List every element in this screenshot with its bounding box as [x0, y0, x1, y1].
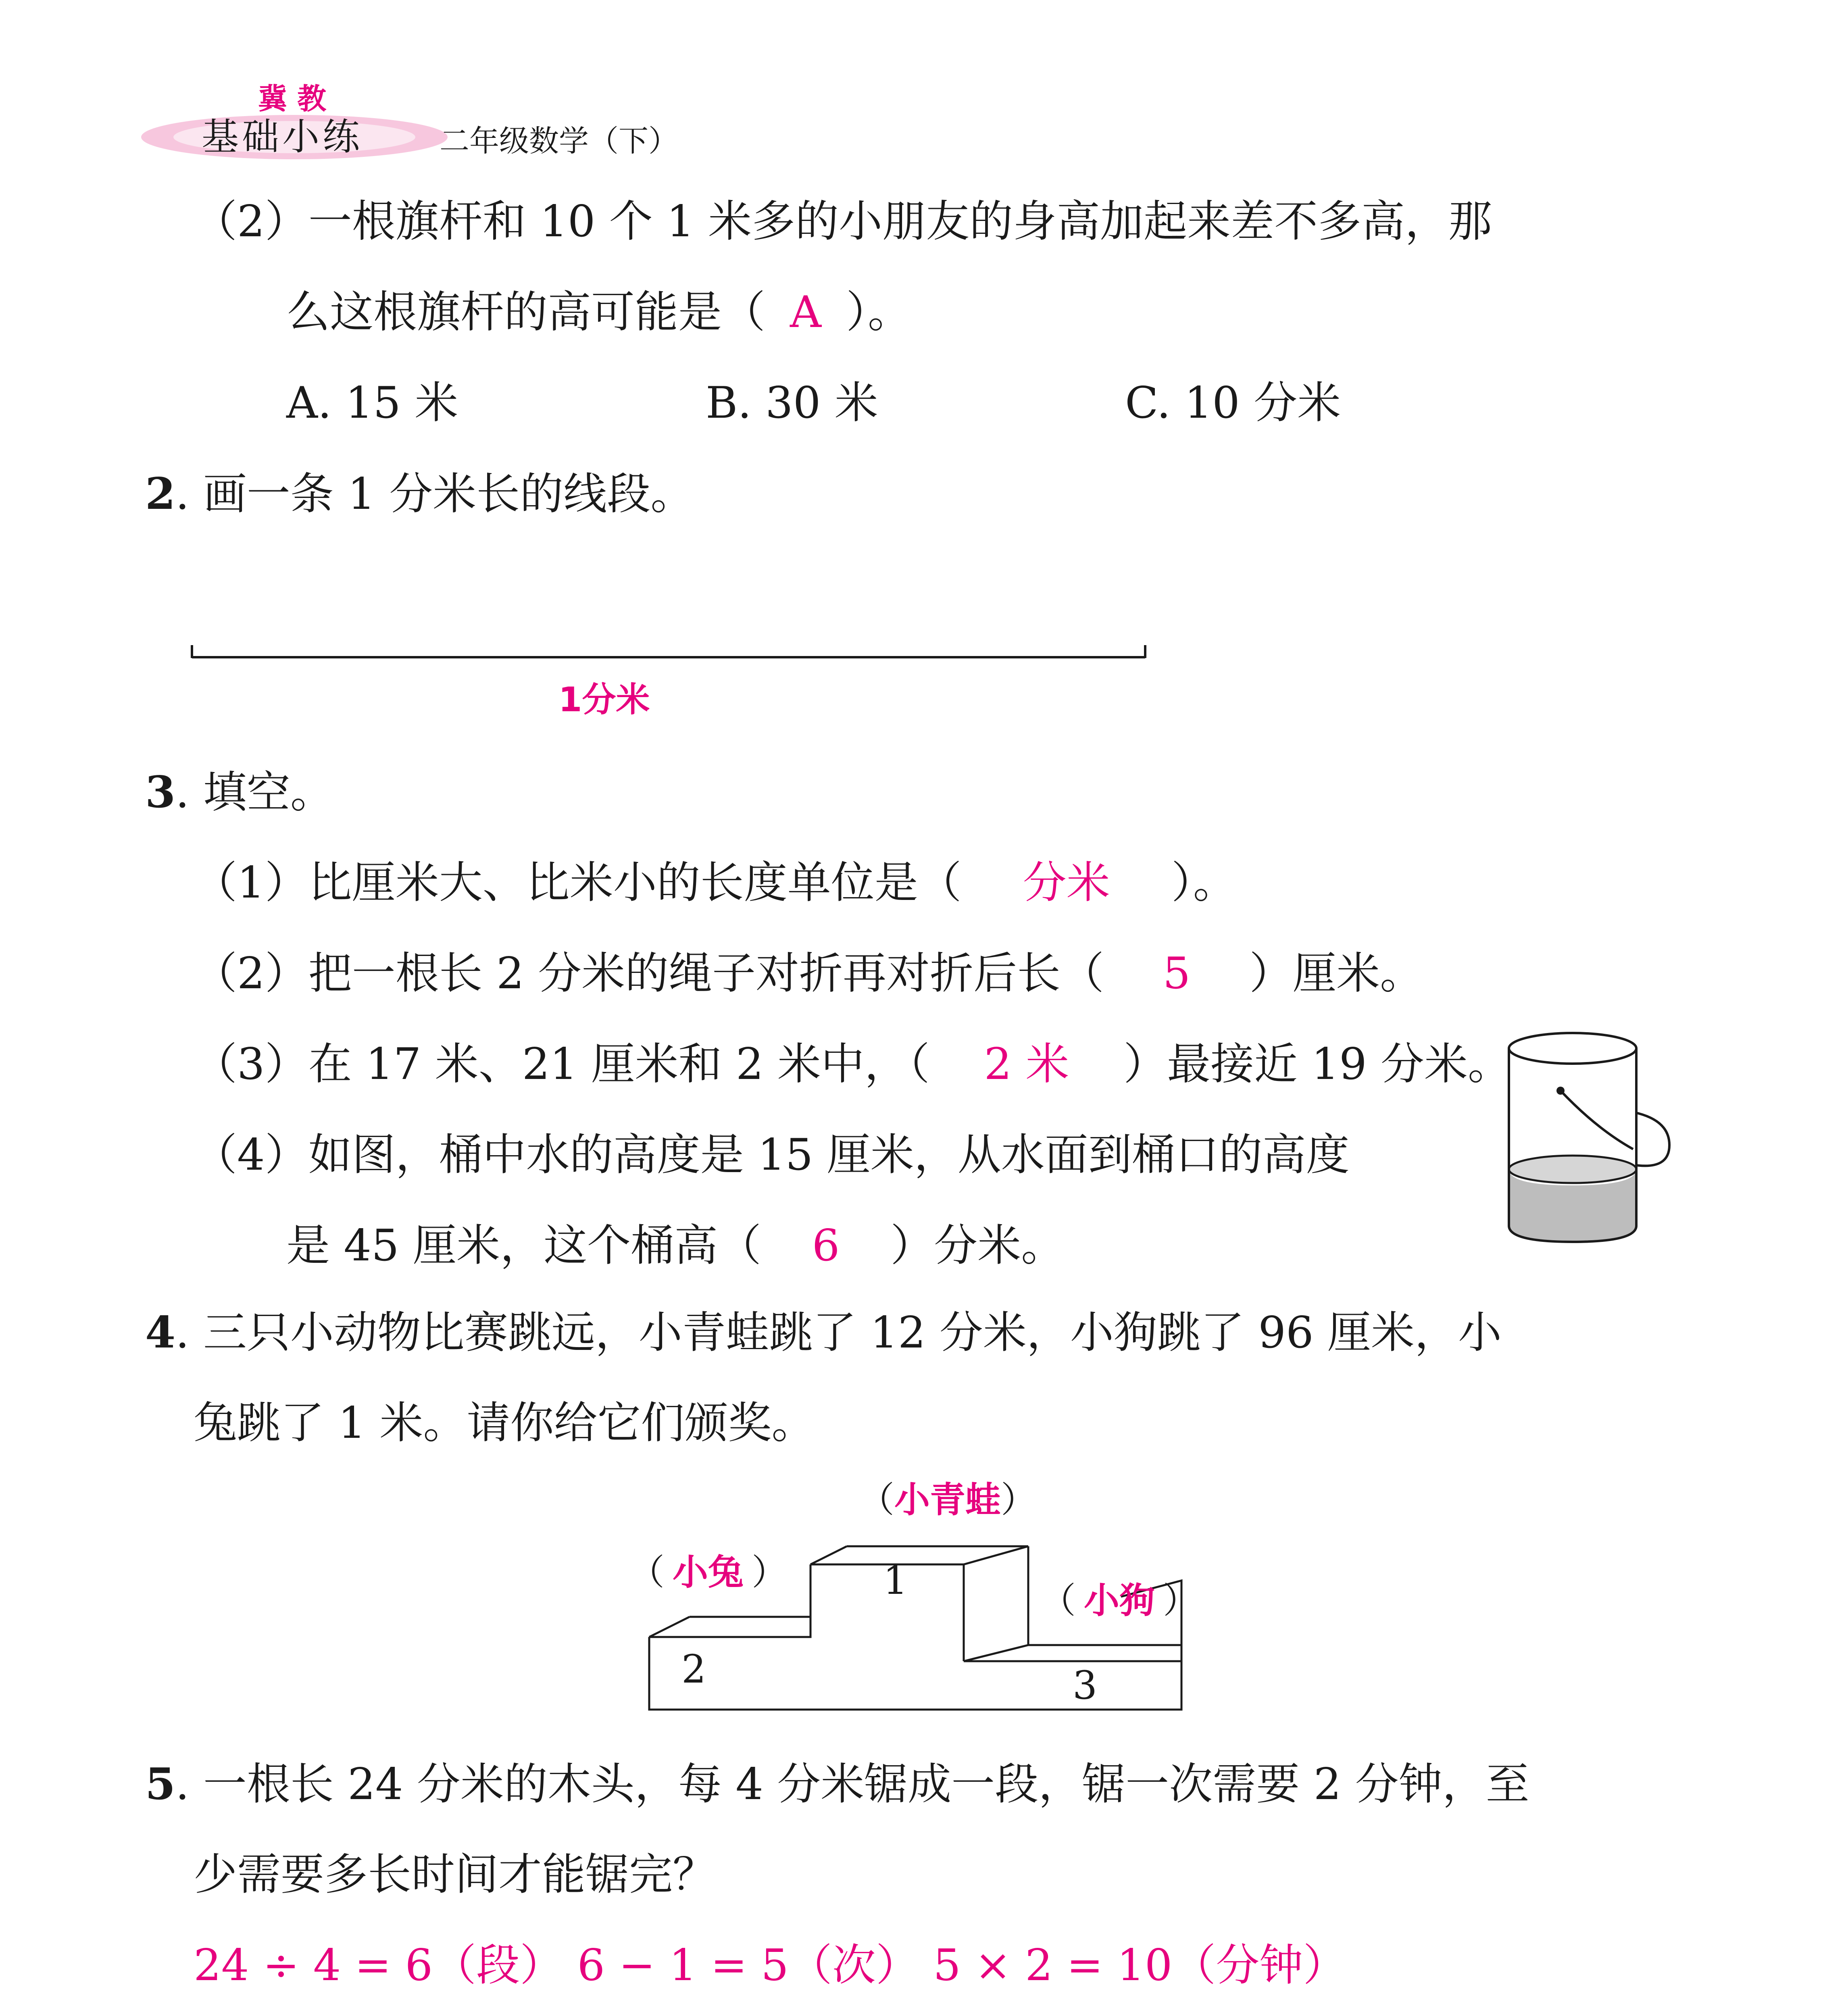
- q1-2-answer: A: [790, 287, 822, 337]
- q3-item-3-post: ）最接近 19 分米。: [1123, 1039, 1512, 1089]
- q3-item-4-line1: （4）如图，桶中水的高度是 15 厘米，从水面到桶口的高度: [194, 1130, 1350, 1180]
- q1-2-option-c: C. 10 分米: [1125, 378, 1341, 428]
- q5-line2: 少需要多长时间才能锯完？: [194, 1849, 717, 1900]
- header-series: 基础小练: [202, 115, 363, 158]
- q3-heading: [145, 762, 334, 823]
- q3-text: . 填空。: [175, 767, 334, 818]
- q5-line1-text: . 一根长 24 分米的木头，每 4 分米锯成一段，锯一次需要 2 分钟，至: [175, 1759, 1529, 1810]
- q3-item-4-answer: 6: [812, 1220, 840, 1271]
- q1-2-option-a: A. 15 米: [286, 378, 458, 428]
- q3-item-1-answer: 分米: [1023, 858, 1110, 908]
- q3-item-3-pre: （3）在 17 米、21 厘米和 2 米中，（: [194, 1039, 930, 1089]
- podium-second-label: [629, 1548, 787, 1597]
- q1-2-stem-line2: [286, 282, 911, 343]
- q3-item-2-post: ）厘米。: [1249, 948, 1424, 999]
- q1-2-stem-line1: （2）一根旗杆和 10 个 1 米多的小朋友的身高加起来差不多高，那: [194, 196, 1492, 247]
- q5-solution: 24 ÷ 4 = 6（段） 6 − 1 = 5（次） 5 × 2 = 10（分钟）: [194, 1940, 1347, 1991]
- third-close-paren: ）: [1163, 1580, 1199, 1621]
- second-open-paren: （: [629, 1552, 665, 1593]
- q3-item-4-pre: 是 45 厘米，这个桶高（: [286, 1220, 762, 1271]
- q3-item-2: [194, 943, 1423, 1004]
- q3-item-4-line2: [286, 1216, 1065, 1276]
- bucket-illustration: [1500, 1024, 1677, 1250]
- podium-rank-1: 1: [883, 1558, 908, 1603]
- podium-second-answer: 小兔: [673, 1552, 744, 1593]
- q3-item-2-pre: （2）把一根长 2 分米的绳子对折再对折后长（: [194, 948, 1104, 999]
- q2-heading: [145, 464, 694, 525]
- q1-2-stem-line2-post: ）。: [846, 287, 912, 337]
- q3-item-1-pre: （1）比厘米大、比米小的长度单位是（: [194, 858, 962, 908]
- podium-first-label: [859, 1476, 1036, 1524]
- header-publisher: 冀 教: [258, 82, 327, 116]
- q1-2-option-b: B. 30 米: [706, 378, 878, 428]
- podium-third-label: [1040, 1577, 1198, 1625]
- q3-item-2-answer: 5: [1163, 948, 1191, 999]
- q4-number: 4: [145, 1307, 176, 1358]
- header: [0, 0, 1821, 173]
- q2-text: . 画一条 1 分米长的线段。: [175, 469, 694, 519]
- q4-line1: [145, 1302, 1502, 1363]
- podium-rank-2: 2: [681, 1647, 706, 1692]
- podium-first-answer: 小青蛙: [894, 1479, 1001, 1520]
- q3-number: 3: [145, 767, 176, 818]
- first-open-paren: （: [859, 1479, 895, 1520]
- q3-item-1-post: ）。: [1171, 858, 1237, 908]
- second-close-paren: ）: [752, 1552, 788, 1593]
- third-open-paren: （: [1040, 1580, 1076, 1621]
- q3-item-4-post: ）分米。: [890, 1220, 1065, 1271]
- q5-line1: [145, 1754, 1529, 1815]
- q4-line2: 兔跳了 1 米。请你给它们颁奖。: [194, 1398, 815, 1448]
- q2-number: 2: [145, 469, 176, 519]
- q3-item-3: [194, 1034, 1511, 1095]
- q2-segment-label: 1分米: [558, 680, 650, 719]
- podium-rank-3: 3: [1073, 1663, 1098, 1708]
- q4-line1-text: . 三只小动物比赛跳远，小青蛙跳了 12 分米，小狗跳了 96 厘米，小: [175, 1308, 1502, 1358]
- q3-item-1: [194, 853, 1237, 913]
- q2-segment: [190, 641, 1157, 669]
- first-close-paren: ）: [1001, 1479, 1037, 1520]
- q3-item-3-answer: 2 米: [984, 1039, 1069, 1089]
- q5-number: 5: [145, 1759, 176, 1810]
- header-subtitle: 二年级数学（下）: [440, 124, 678, 158]
- q1-2-stem-line2-pre: 么这根旗杆的高可能是（: [286, 287, 766, 337]
- podium-third-answer: 小狗: [1084, 1580, 1155, 1621]
